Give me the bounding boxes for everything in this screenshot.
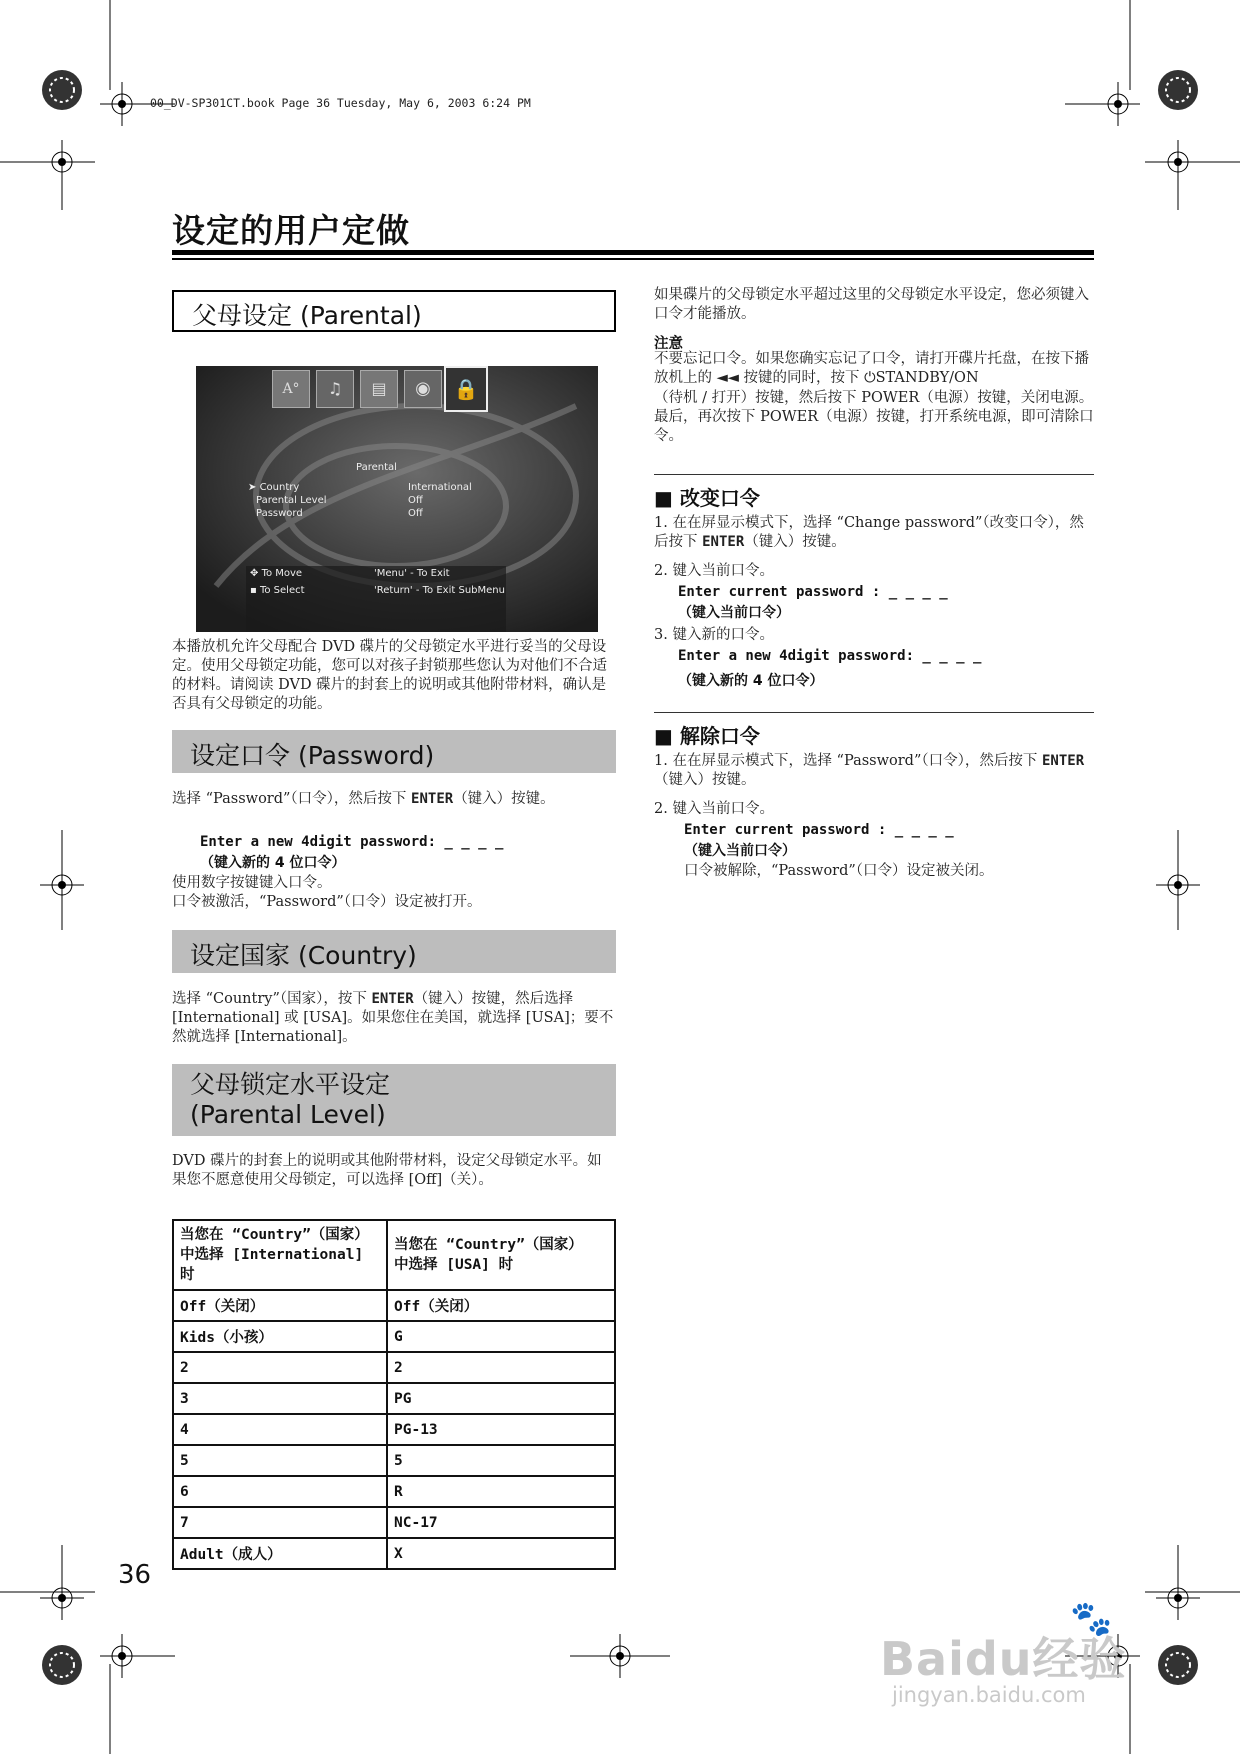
caution-title: 注意 xyxy=(654,336,683,352)
password-prompt: Enter a new 4digit password: _ _ _ _ xyxy=(200,834,504,850)
lock-icon[interactable]: 🔒 xyxy=(444,366,488,412)
display-icon: ▤ xyxy=(360,370,398,408)
clear-step1-text-a: 1. 在在屏显示模式下，选择 “Password”（口令），然后按下 xyxy=(654,753,1042,769)
osd-hint-select xyxy=(250,585,305,596)
password-heading: 设定口令 (Password) xyxy=(172,730,616,773)
table-row xyxy=(173,1476,615,1507)
intro-paragraph: 本播放机允许父母配合 DVD 碟片的父母锁定水平进行妥当的父母设定。使用父母锁定功能，您可以对孩子封锁那些您认为对他们不合适的材料。请阅读 DVD 碟片的封套上的说明或其他附带材料，确认是否具有父母锁定的功能。 xyxy=(172,639,607,712)
table-cell: 7 xyxy=(173,1507,387,1538)
osd-menu-title: Parental xyxy=(356,462,397,473)
table-row xyxy=(173,1290,615,1321)
audio-icon: ♫ xyxy=(316,370,354,408)
clear-step-1 xyxy=(654,752,1094,790)
table-cell: X xyxy=(387,1538,615,1569)
osd-row-label: Parental Level xyxy=(256,495,327,506)
baidu-watermark xyxy=(880,1599,1220,1715)
country-text-b: （键入）按键，然后选择 [International] 或 [USA]。如果您住在美国，就选择 [USA]；要不然就选择 [International]。 xyxy=(172,991,614,1045)
level-paragraph: DVD 碟片的封套上的说明或其他附带材料，设定父母锁定水平。如果您不愿意使用父母锁定，可以选择 [Off]（关）。 xyxy=(172,1153,602,1188)
parental-heading: 父母设定 (Parental) xyxy=(172,290,616,332)
password-paragraph xyxy=(172,790,616,809)
country-paragraph xyxy=(172,990,616,1047)
password-text-a: 选择 “Password”（口令），然后按下 xyxy=(172,791,412,807)
osd-hint-select-label: To Select xyxy=(259,585,305,596)
table-cell: 4 xyxy=(173,1414,387,1445)
osd-hint-move-label: To Move xyxy=(261,568,303,579)
change-prompt-current-cn: （键入当前口令） xyxy=(678,605,790,621)
enter-key-label: ENTER xyxy=(1041,753,1085,769)
table-cell: 3 xyxy=(173,1383,387,1414)
password-prompt-cn: （键入新的 4 位口令） xyxy=(200,855,346,871)
clear-step1-text-b: （键入）按键。 xyxy=(654,772,756,788)
enter-key-label: ENTER xyxy=(371,991,414,1007)
table-row xyxy=(173,1538,615,1569)
password-note-2: 口令被激活，“Password”（口令）设定被打开。 xyxy=(172,894,482,910)
change-step1-text-b: （键入）按键。 xyxy=(744,534,846,550)
move-arrows-icon: ✥ xyxy=(250,568,262,579)
osd-row-value: Off xyxy=(408,508,423,519)
table-row xyxy=(173,1383,615,1414)
table-header-right-line2: 中选择 [USA] 时 xyxy=(394,1257,514,1273)
osd-row-password[interactable] xyxy=(256,508,586,519)
table-cell: G xyxy=(387,1321,615,1352)
clear-prompt-cn: （键入当前口令） xyxy=(684,843,796,859)
table-cell: NC-17 xyxy=(387,1507,615,1538)
change-prompt-new-cn: （键入新的 4 位口令） xyxy=(678,673,824,689)
password-text-b: （键入）按键。 xyxy=(453,791,555,807)
caution-text-1: 不要忘记口令。如果您确实忘记了口令，请打开碟片托盘，在按下播放机上的 ◄◄ 按键的同时，按下 ⏻STANDBY/ON xyxy=(654,351,1089,386)
select-button-icon: ▪ xyxy=(250,585,260,596)
table-cell: PG xyxy=(387,1383,615,1414)
country-heading: 设定国家 (Country) xyxy=(172,930,616,973)
table-cell: 6 xyxy=(173,1476,387,1507)
disc-icon: ◉ xyxy=(404,370,442,408)
section-divider xyxy=(654,474,1094,475)
table-row xyxy=(173,1445,615,1476)
osd-row-country[interactable]: ➤ Country International xyxy=(248,482,472,493)
osd-row-label: Country xyxy=(259,482,300,493)
level-heading-line2: (Parental Level) xyxy=(190,1100,386,1129)
table-header-right-line1: 当您在 “Country”（国家） xyxy=(394,1237,583,1253)
table-row xyxy=(173,1507,615,1538)
change-password-heading: ■ 改变口令 xyxy=(654,486,760,510)
table-header-left-line1: 当您在 “Country”（国家） xyxy=(180,1227,369,1243)
table-row xyxy=(173,1352,615,1383)
osd-row-value: International xyxy=(408,482,472,493)
watermark-brand: Baidu经验 xyxy=(880,1632,1127,1686)
parental-level-table xyxy=(172,1219,616,1570)
table-header-left-line2: 中选择 [International] 时 xyxy=(180,1247,364,1283)
table-cell: 5 xyxy=(387,1445,615,1476)
change-prompt-new: Enter a new 4digit password: _ _ _ _ xyxy=(678,648,982,664)
change-step1-text-a: 1. 在在屏显示模式下，选择 “Change password”（改变口令），然后按下 xyxy=(654,515,1084,550)
osd-hint-exit: 'Menu' - To Exit xyxy=(374,568,450,579)
title-rule xyxy=(172,250,1094,255)
enter-key-label: ENTER xyxy=(411,791,454,807)
enter-key-label: ENTER xyxy=(702,534,745,550)
caution-text-2: （待机 / 打开）按键，然后按下 POWER（电源）按键，关闭电源。最后，再次按下 POWER（电源）按键，打开系统电源，即可清除口令。 xyxy=(654,390,1094,444)
table-header-international xyxy=(173,1220,387,1290)
osd-hint-exit-sub: 'Return' - To Exit SubMenu xyxy=(374,585,505,596)
table-cell: 2 xyxy=(173,1352,387,1383)
osd-hint-move xyxy=(250,568,302,579)
table-cell: R xyxy=(387,1476,615,1507)
page-title: 设定的用户定做 xyxy=(172,211,410,250)
clear-prompt: Enter current password : _ _ _ _ xyxy=(684,822,954,838)
clear-result: 口令被解除，“Password”（口令）设定被关闭。 xyxy=(684,863,994,879)
table-cell: 2 xyxy=(387,1352,615,1383)
section-divider xyxy=(654,712,1094,713)
level-heading xyxy=(172,1064,616,1136)
table-header-usa xyxy=(387,1220,615,1290)
osd-row-label: Password xyxy=(256,508,303,519)
print-header: 00_DV-SP301CT.book Page 36 Tuesday, May 6, 2003 6:24 PM xyxy=(150,96,531,110)
table-cell: Adult（成人） xyxy=(173,1538,387,1569)
paw-logo-icon: 🐾 xyxy=(1070,1599,1113,1639)
watermark-url: jingyan.baidu.com xyxy=(892,1683,1086,1707)
change-step-1 xyxy=(654,514,1094,552)
change-step-2: 2. 键入当前口令。 xyxy=(654,563,774,579)
title-rule-thin xyxy=(172,258,1094,260)
password-note-1: 使用数字按键键入口令。 xyxy=(172,875,332,891)
table-cell: Kids（小孩） xyxy=(173,1321,387,1352)
change-step-3: 3. 键入新的口令。 xyxy=(654,627,774,643)
table-row xyxy=(173,1414,615,1445)
table-cell: 5 xyxy=(173,1445,387,1476)
osd-row-parental-level[interactable] xyxy=(256,495,586,506)
table-cell: Off（关闭） xyxy=(387,1290,615,1321)
table-row xyxy=(173,1321,615,1352)
table-header-row xyxy=(173,1220,615,1290)
language-icon: A° xyxy=(272,370,310,408)
osd-screenshot xyxy=(196,366,598,632)
page-number: 36 xyxy=(118,1560,152,1590)
table-cell: Off（关闭） xyxy=(173,1290,387,1321)
level-heading-line1: 父母锁定水平设定 xyxy=(190,1070,391,1099)
osd-row-value: Off xyxy=(408,495,423,506)
right-note-top: 如果碟片的父母锁定水平超过这里的父母锁定水平设定，您必须键入口令才能播放。 xyxy=(654,287,1089,322)
clear-step-2: 2. 键入当前口令。 xyxy=(654,801,774,817)
clear-password-heading: ■ 解除口令 xyxy=(654,724,760,748)
change-prompt-current: Enter current password : _ _ _ _ xyxy=(678,584,948,600)
table-cell: PG-13 xyxy=(387,1414,615,1445)
country-text-a: 选择 “Country”（国家），按下 xyxy=(172,991,372,1007)
